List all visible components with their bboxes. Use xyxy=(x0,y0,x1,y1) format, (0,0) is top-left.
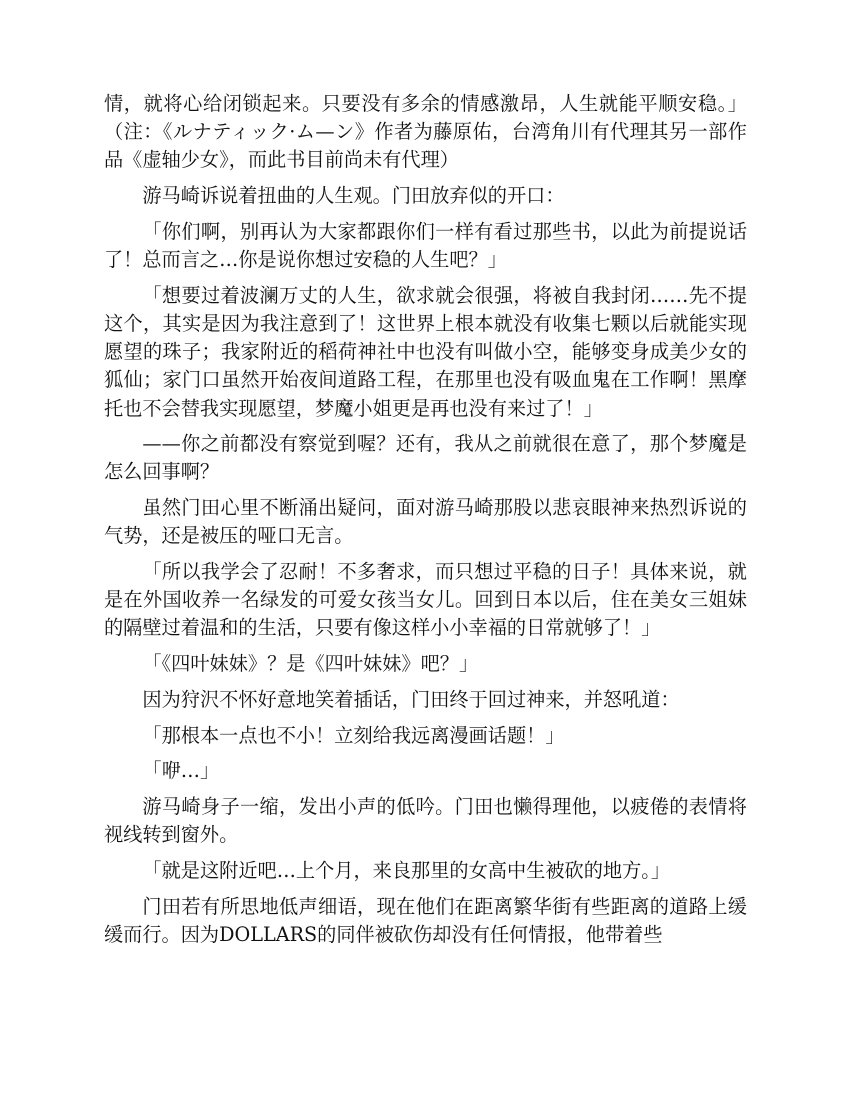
paragraph: ——你之前都没有察觉到喔？还有，我从之前就很在意了，那个梦魔是怎么回事啊？ xyxy=(104,432,747,484)
paragraph: 「你们啊，别再认为大家都跟你们一样有看过那些书，以此为前提说话了！总而言之…你是说你想过安稳的人生吧？」 xyxy=(104,219,747,272)
paragraph: 因为狩沢不怀好意地笑着插话，门田终于回过神来，并怒吼道： xyxy=(142,687,680,711)
paragraph: 游马崎身子一缩，发出小声的低吟。门田也懒得理他，以疲倦的表情将视线转到窗外。 xyxy=(104,794,747,847)
paragraph: 「所以我学会了忍耐！不多奢求，而只想过平稳的日子！具体来说，就是在外国收养一名绿发的可爱女孩当女儿。回到日本以后，住在美女三姐妹的隔壁过着温和的生活，只要有像这样小小幸福的日常就够了！」 xyxy=(104,560,747,640)
paragraph: 虽然门田心里不断涌出疑问，面对游马崎那股以悲哀眼神来热烈诉说的气势，还是被压的哑口无言。 xyxy=(104,496,747,548)
paragraph: 门田若有所思地低声细语，现在他们在距离繁华街有些距离的道路上缓缓而行。因为DOLLARS的同伴被砍伤却没有任何情报，他带着些 xyxy=(104,894,747,946)
paragraph: 「《四叶妹妹》？是《四叶妹妹》吧？」 xyxy=(142,652,479,676)
paragraph: 游马崎诉说着扭曲的人生观。门田放弃似的开口： xyxy=(142,184,565,208)
paragraph: 「想要过着波澜万丈的人生，欲求就会很强，将被自我封闭……先不提这个，其实是因为我注意到了！这世界上根本就没有收集七颗以后就能实现愿望的珠子；我家附近的稻荷神社中也没有叫做小空，能够变身成美少女的狐仙；家门口虽然开始夜间道路工程，在那里也没有吸血鬼在工作啊！黑摩托也不会替我实现愿望，梦魔小姐更是再也没有来过了！」 xyxy=(104,283,747,420)
paragraph: 「就是这附近吧…上个月，来良那里的女高中生被砍的地方。」 xyxy=(142,858,671,882)
paragraph: 「那根本一点也不小！立刻给我远离漫画话题！」 xyxy=(142,723,565,747)
text-body xyxy=(104,90,747,956)
paragraph: 「咿…」 xyxy=(142,759,220,783)
paragraph: 情，就将心给闭锁起来。只要没有多余的情感激昂，人生就能平顺安稳。」（注：《ルナティック·ム—ン》作者为藤原佑，台湾角川有代理其另一部作品《虚轴少女》，而此书目前尚未有代理） xyxy=(104,92,747,172)
